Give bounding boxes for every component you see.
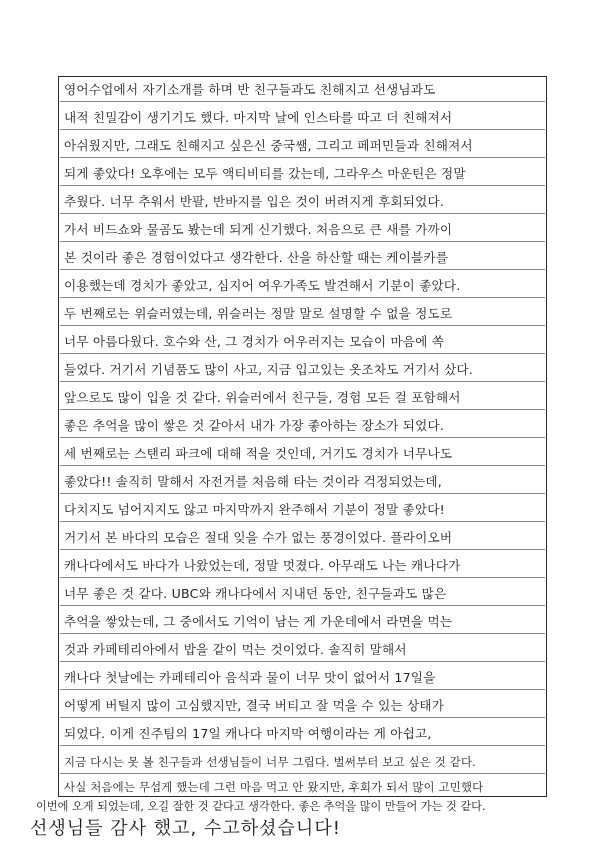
essay-line-14: 세 번째로는 스탠리 파크에 대해 적을 것인데, 거기도 경치가 너무나도 — [64, 446, 453, 461]
ruled-line — [60, 577, 545, 578]
essay-line-24: 되었다. 이게 진주팀의 17일 캐나다 마지막 여행이라는 게 아쉽고, — [64, 726, 432, 741]
ruled-line — [60, 409, 545, 410]
ruled-line — [60, 437, 545, 438]
essay-line-20: 추억을 쌓았는데, 그 중에서도 기억이 남는 게 가운데에서 라면을 먹는 — [64, 614, 453, 629]
ruled-line — [60, 549, 545, 550]
ruled-line — [60, 185, 545, 186]
ruled-line — [60, 157, 545, 158]
essay-line-9: 두 번째로는 위슬러였는데, 위슬러는 정말 말로 설명할 수 없을 정도로 — [64, 306, 453, 321]
essay-line-19: 너무 좋은 것 같다. UBC와 캐나다에서 지내던 동안, 친구들과도 많은 — [64, 586, 447, 601]
essay-line-11: 들었다. 거기서 기념품도 많이 사고, 지금 입고있는 옷조차도 거기서 샀다. — [64, 362, 474, 377]
ruled-line — [60, 241, 545, 242]
essay-line-8: 이용했는데 경치가 좋았고, 심지어 여우가족도 발견해서 기분이 좋았다. — [64, 278, 461, 293]
ruled-line — [60, 773, 545, 774]
essay-line-23: 어떻게 버틸지 많이 고심했지만, 결국 버티고 잘 먹을 수 있는 상태가 — [64, 698, 445, 713]
essay-line-26: 사실 처음에는 무섭게 했는데 그런 마음 먹고 안 왔지만, 후회가 되서 많이 고민했다 — [64, 780, 484, 794]
ruled-line — [60, 493, 545, 494]
essay-line-10: 너무 아름다웠다. 호수와 산, 그 경치가 어우러지는 모습이 마음에 쏙 — [64, 334, 445, 349]
ruled-line — [60, 661, 545, 662]
essay-line-18: 캐나다에서도 바다가 나왔었는데, 정말 멋졌다. 아무래도 나는 캐나다가 — [64, 558, 461, 573]
essay-line-13: 좋은 추억을 많이 쌓은 것 같아서 내가 가장 좋아하는 장소가 되었다. — [64, 418, 445, 433]
ruled-line — [60, 633, 545, 634]
essay-line-12: 앞으로도 많이 입을 것 같다. 위슬러에서 친구들, 경험 모든 걸 포함해서 — [64, 390, 461, 405]
essay-line-7: 본 것이라 좋은 경험이었다고 생각한다. 산을 하산할 때는 케이블카를 — [64, 250, 449, 265]
ruled-line — [60, 717, 545, 718]
ruled-line — [60, 381, 545, 382]
thanks-line: 선생님들 감사 했고, 수고하셨습니다! — [30, 818, 341, 839]
essay-line-22: 캐나다 첫날에는 카페테리아 음식과 물이 너무 맛이 없어서 17일을 — [64, 670, 436, 685]
ruled-line — [60, 297, 545, 298]
essay-line-6: 가서 비드쇼와 물곰도 봤는데 되게 신기했다. 처음으로 큰 새를 가까이 — [64, 222, 453, 237]
ruled-line — [60, 605, 545, 606]
essay-line-3: 아쉬웠지만, 그래도 친해지고 싶은신 중국쌤, 그리고 페퍼민들과 친해져서 — [64, 138, 473, 153]
essay-line-17: 거기서 본 바다의 모습은 절대 잊을 수가 없는 풍경이었다. 플라이오버 — [64, 530, 453, 545]
essay-line-16: 다치지도 넘어지지도 않고 마지막까지 완주해서 기분이 정말 좋았다! — [64, 502, 445, 517]
ruled-line — [60, 521, 545, 522]
ruled-line — [60, 353, 545, 354]
essay-line-21: 것과 카페테리아에서 밥을 같이 먹는 것이었다. 솔직히 말해서 — [64, 642, 407, 657]
ruled-line — [60, 465, 545, 466]
essay-line-25: 지금 다시는 못 볼 친구들과 선생님들이 너무 그립다. 벌써부터 보고 싶은 것 같다. — [64, 755, 476, 769]
essay-line-4: 되게 좋았다! 오후에는 모두 액티비티를 갔는데, 그라우스 마운틴은 정말 — [64, 166, 466, 181]
essay-line-15: 좋았다!! 솔직히 말해서 자전거를 처음해 타는 것이라 걱정되었는데, — [64, 474, 442, 489]
essay-line-1: 영어수업에서 자기소개를 하며 반 친구들과도 친해지고 선생님과도 — [64, 82, 436, 97]
essay-line-5: 추웠다. 너무 추워서 반팔, 반바지를 입은 것이 버려지게 후회되었다. — [64, 194, 445, 209]
ruled-line — [60, 689, 545, 690]
ruled-line — [60, 101, 545, 102]
ruled-line — [60, 213, 545, 214]
closing-line: 이번에 오게 되었는데, 오길 잘한 것 같다고 생각한다. 좋은 추억을 많이 만들어 가는 것 같다. — [36, 800, 486, 813]
ruled-line — [60, 745, 545, 746]
ruled-line — [60, 325, 545, 326]
essay-line-2: 내적 친밀감이 생기기도 했다. 마지막 날에 인스타를 따고 더 친해져서 — [64, 110, 453, 125]
ruled-line — [60, 269, 545, 270]
ruled-line — [60, 129, 545, 130]
